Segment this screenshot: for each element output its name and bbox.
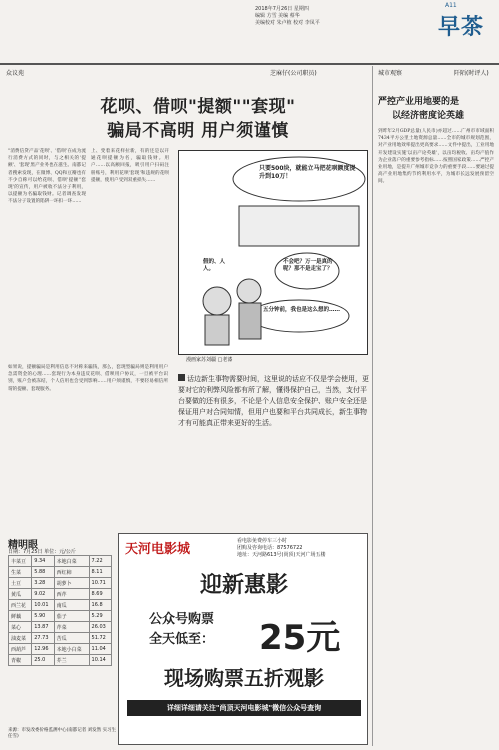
ad-promo: 公众号购票 xyxy=(149,612,215,627)
comic-bubble-1: 只要500块，就能立马把花呗额度提升到10万！ xyxy=(259,165,356,180)
table-row xyxy=(9,567,112,578)
comic-illustration xyxy=(178,150,368,355)
masthead-info xyxy=(255,6,435,27)
ad-welcome: 迎新惠影 xyxy=(199,573,288,598)
right-headline-1: 严控产业用地要的是 xyxy=(378,97,460,107)
price-table-subtitle: 日期：7月25日 单位：元/公斤 xyxy=(8,549,76,555)
ad-address: 地址：天河路613号(尚顶)天河广场五楼 xyxy=(237,552,326,558)
right-article-body: 到昨年2月GDP总量(人民币)亦超过……广州市市域面积7434平方公里土地资源总量……全市的城市规划范围，对产业用地效率提出更高要求……文件中提出，工业用地开发建设实施'以亩产论英雄'，以亩均税收、亩均产值作为企业落户的重要参考指标……按照国家政策……严控产业用地，是提升广州城市竞争力的重要手段……要通过提高产业用地集约节约利用水平，为城市长远发展预留空间。 xyxy=(378,129,494,185)
section-label-mid: 芝麻仔(公司职员) xyxy=(270,70,317,77)
ad-brand: 天河电影城 xyxy=(125,542,191,557)
headline-line1: 花呗、借呗"提额""套现" xyxy=(100,97,296,117)
section-label-left: 众议苑 xyxy=(6,70,25,77)
price-table-footer: 来源：市发改委价格监测中心(南都记者 刘发然 实习生 任雪) xyxy=(8,728,117,739)
table-cell: 苦瓜 xyxy=(54,633,89,644)
table-cell: 13.87 xyxy=(32,622,54,633)
ad-note: 详细详细请关注"尚顶天河电影城"微信公众号查询 xyxy=(127,700,361,716)
table-cell: 芹菜 xyxy=(54,622,89,633)
table-cell: 青椒 xyxy=(9,655,32,666)
table-cell: 土豆 xyxy=(9,578,32,589)
comic-bubble-2: 不会吧？万一是真的呢？那不是走宝了？ xyxy=(283,259,333,272)
table-cell: 生菜 xyxy=(9,567,32,578)
table-cell: 西芹 xyxy=(54,589,89,600)
ad-info xyxy=(237,538,365,559)
table-cell: 黄瓜 xyxy=(9,589,32,600)
table-cell: 西葫芦 xyxy=(9,644,32,655)
page-number: A11 xyxy=(445,2,457,9)
section-title: 早茶 xyxy=(438,15,485,40)
table-cell: 12.96 xyxy=(32,644,54,655)
table-cell: 芥兰 xyxy=(54,655,89,666)
table-cell: 10.14 xyxy=(89,655,111,666)
ad-slogan: 现场购票五折观影 xyxy=(164,666,324,690)
table-row xyxy=(9,589,112,600)
table-row xyxy=(9,578,112,589)
table-cell: 菜心 xyxy=(9,622,32,633)
ad-parking: 看电影免费停车三小时 xyxy=(237,538,288,544)
table-cell: 西兰花 xyxy=(9,600,32,611)
table-cell: 茄子 xyxy=(54,611,89,622)
table-cell: 南瓜 xyxy=(54,600,89,611)
comic-drawing xyxy=(179,151,367,354)
check-line: 美编校对 朱卢植 校对 李凤平 xyxy=(255,20,320,26)
masthead xyxy=(0,0,499,44)
price-table-title: 精明眼 xyxy=(8,540,38,551)
table-cell: 26.03 xyxy=(89,622,111,633)
table-cell: 胡萝卜 xyxy=(54,578,89,589)
table-cell: 西红柿 xyxy=(54,567,89,578)
date-line: 2018年7月26日 星期四 xyxy=(255,6,309,12)
table-cell: 油麦菜 xyxy=(9,633,32,644)
table-cell: 9.34 xyxy=(32,556,54,567)
comic-caption: 漫画家苏刘疆 □老漆 xyxy=(186,357,233,363)
table-cell: 丰菜豆 xyxy=(9,556,32,567)
table-cell: 8.69 xyxy=(89,589,111,600)
cinema-advertisement xyxy=(118,533,368,745)
article-column-1: "消费信贷产品'花呗'、'借呗'在成为流行消费方式的同时，与之相关的'提额'、'套现'黑产业务也在滋生。南都记者搜索发现，在微博、QQ和豆瓣也有不少自称可以给花呗、借呗'提额''套现'的宣传，用户被收不法分子利用，以提额为名骗取钱财。记者调查发现不法分子设置的陷阱一环扣一环…… xyxy=(8,149,86,205)
ad-price: 25元 xyxy=(259,618,341,658)
price-table xyxy=(8,555,112,666)
table-row xyxy=(9,600,112,611)
editorial-text: 话边新生事物需要时间，这里说的话应不仅是学会使用，更要对它的利弊风险都有所了解，懂得保护自己，当然，支付平台要做的还有很多，不论是个人信息安全保护、账户安全还是保证用户对合同知情，但用户也要和平台共同成长，新生事物才有可能真正带来更好的生活。 xyxy=(178,375,369,427)
section-label-right2: 阡陌(时评人) xyxy=(454,70,489,77)
table-cell: 5.90 xyxy=(32,611,54,622)
table-row xyxy=(9,633,112,644)
table-cell: 8.11 xyxy=(89,567,111,578)
table-cell: 7.22 xyxy=(89,556,111,567)
table-cell: 11.04 xyxy=(89,644,111,655)
header-rule xyxy=(0,63,499,65)
table-cell: 本地小白菜 xyxy=(54,644,89,655)
ad-hotline: 团购及咨询电话：87576722 xyxy=(237,545,303,551)
table-cell: 25.0 xyxy=(32,655,54,666)
table-cell: 5.29 xyxy=(89,611,111,622)
table-cell: 鲜藕 xyxy=(9,611,32,622)
editorial-note xyxy=(178,374,370,429)
table-cell: 27.73 xyxy=(32,633,54,644)
table-row xyxy=(9,655,112,666)
headline-line2: 骗局不高明 用户须谨慎 xyxy=(107,121,289,141)
table-cell: 51.72 xyxy=(89,633,111,644)
editor-line: 编辑 方雪 美编 蔡华 xyxy=(255,13,300,19)
table-cell: 本地白菜 xyxy=(54,556,89,567)
table-cell: 10.71 xyxy=(89,578,111,589)
article-column-2: 上、变着来花样拉新，有的还是以开通花呗提额为名，骗取钱财。用户……以高额回报，吸引用户扫码注册账号，利用花呗'套现'和违规的花呗提额，使用户受到双重损失…… xyxy=(91,149,169,183)
table-row xyxy=(9,556,112,567)
comic-bubble-3: 假的、人人。 xyxy=(203,259,226,272)
table-row xyxy=(9,611,112,622)
comic-bubble-4: 五分钟前，我也是这么想的…… xyxy=(263,307,341,313)
square-bullet-icon xyxy=(178,374,185,381)
table-cell: 5.88 xyxy=(32,567,54,578)
column-divider xyxy=(372,66,373,746)
ad-price-label: 全天低至： xyxy=(149,632,215,647)
table-cell: 3.28 xyxy=(32,578,54,589)
table-cell: 10.01 xyxy=(32,600,54,611)
article-column-3: 如果说，提额骗局是利用信息不对称来骗钱，那么，套现型骗局则是利用用户急需资金的心理……套现行为本身违反花呗、借呗用户协议，一旦被平台识别，账户会被冻结，个人信用也会受到影响……用户须谨慎，不要轻易相信所谓的提额、套现服务。 xyxy=(8,365,168,392)
table-cell: 9.02 xyxy=(32,589,54,600)
table-row xyxy=(9,622,112,633)
table-row xyxy=(9,644,112,655)
section-label-right: 城市观察 xyxy=(378,70,403,77)
right-headline-2: 以经济密度论英雄 xyxy=(392,111,465,121)
table-cell: 16.8 xyxy=(89,600,111,611)
